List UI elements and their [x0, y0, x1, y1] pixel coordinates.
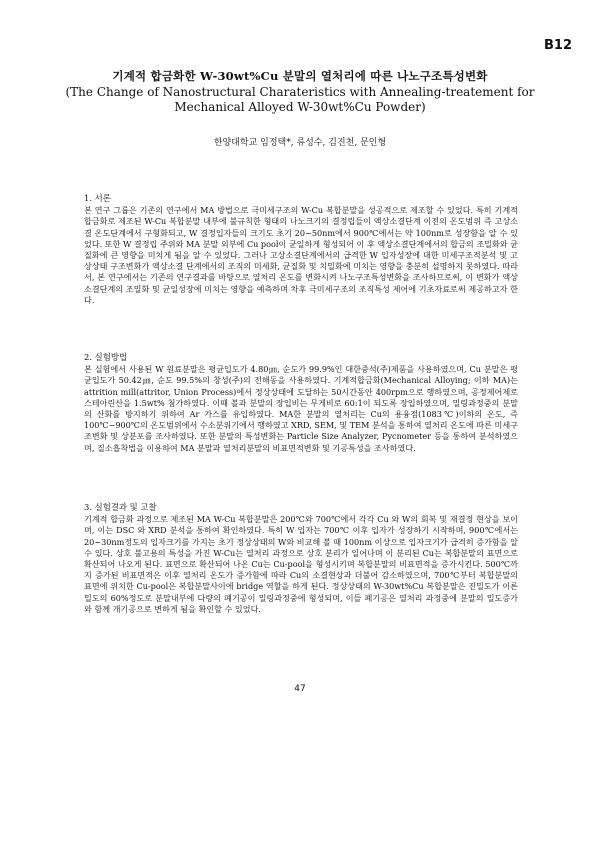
title-english-line-1: (The Change of Nanostructural Charateristics with Annealing-treatement for — [65, 85, 535, 99]
title-korean: 기계적 합금화한 W-30wt%Cu 분말의 열처리에 따른 나노구조특성변화 — [112, 69, 488, 83]
title-english-line-2: Mechanical Alloyed W-30wt%Cu Powder) — [174, 100, 426, 114]
section-heading: 2. 실험방법 — [84, 352, 128, 362]
title-english — [0, 85, 600, 115]
authors: 한양대학교 임정택*, 류성수, 김진천, 문인형 — [213, 138, 387, 148]
section-introduction — [84, 193, 518, 306]
section-results — [84, 502, 518, 615]
section-heading: 1. 서론 — [84, 193, 111, 203]
paper-code: B12 — [544, 38, 572, 53]
section-body: 본 연구 그룹은 기존의 연구에서 MA 방법으로 극미세구조의 W-Cu 복합분말을 성공적으로 제조할 수 있었다. 특히 기계적 합금화로 제조된 W-Cu 복합분말 내부에 불규칙한 형태의 나노크기의 결정립들이 액상소결단계 이전의 온도범위 즉 고상소결 온도단계에서 구형화되고, W 결정입자들의 크기도 초기 20~50nm에서 900℃에서는 약 100nm로 성장함을 알 수 있었다. 또한 W 결정립 주위와 MA 분말 외부에 Cu pool이 균일하게 형성되어 이 후 액상소결단계에서의 합금의 조밀화와 균질화에 큰 영향을 미치게 됨을 알 수 있었다. 그러나 고상소결단계에서의 급격한 W 입자성장에 대한 미세구조적분석 및 고상상태 구조변화가 액상소결 단계에서의 조직의 미세화, 균질화 및 치밀화에 미치는 영향을 충분히 설명하지 못하였다. 따라서, 본 연구에서는 기존의 연구결과를 바탕으로 열처리 온도를 변화시켜 나노구조특성변화을 조사하므로써, 이 변화가 액상소결단계의 조밀화 및 균일성장에 미치는 영향을 예측하며 차후 극미세구조의 조직특성 제어에 기초자료로써 제공하고자 한다. — [84, 205, 518, 305]
section-heading: 3. 실험결과 및 고찰 — [84, 502, 157, 512]
page-number: 47 — [294, 684, 306, 694]
section-methods — [84, 352, 518, 454]
section-body: 기계적 합금화 과정으로 제조된 MA W-Cu 복합분말은 200℃와 700℃에서 각각 Cu 와 W의 회복 및 재결정 현상을 보이며, 이는 DSC 와 XRD 분석을 통하여 확인하였다. 특히 W 입자는 700℃ 이후 입자가 성장하기 시작하며, 900℃에서는 20~30nm정도의 입자크기를 가지는 초기 정상상태의 W와 비교해 볼 때 100nm 이상으로 입자크기가 급격히 증가함을 알 수 있다. 상호 불고용의 특성을 가진 W-Cu는 열처리 과정으로 상호 분리가 일어나며 이 분리된 Cu는 복합분말의 표면으로 확산되어 나오게 된다. 표면으로 확산되어 나온 Cu는 Cu-pool을 형성시키며 복합분말의 비표면적을 증가시킨다. 500℃까지 증가된 비표면적은 이후 열처리 온도가 증가함에 따라 Cu의 소결현상과 더불어 감소하였으며, 700℃부터 복합분말의 표면에 위치한 Cu-pool은 복합분말사이에 bridge 역할을 하게 된다. 정상상태의 W-30wt%Cu 복합분말은 진밀도가 이론밀도의 60%정도로 분말내부에 다량의 폐기공이 밀링과정중에 형성되며, 이들 폐기공은 열처리 과정중에 분말의 밀도증가와 함께 개기공으로 변하게 됨을 확인할 수 있었다. — [84, 514, 518, 614]
section-body: 본 실험에서 사용된 W 원료분말은 평균입도가 4.80㎛, 순도가 99.9%인 대한중석(주)제품을 사용하였으며, Cu 분말은 평균입도가 50.42㎛, 순도 99.5%의 창성(주)의 전해동을 사용하였다. 기계적합금화(Mechanical Alloying; 이하 MA)는 attrition mill(attritor, Union Process)에서 정상상태에 도달하는 50시간동안 400rpm으로 행하였으며, 공정제어제로 스테아린산을 1.5wt% 첨가하였다. 이때 볼과 분말의 장입비는 무게비로 60:1이 되도록 장입하였으며, 밀링과정중의 분말의 산화를 방지하기 위하여 Ar 가스를 유입하였다. MA한 분말의 열처리는 Cu의 용융점(1083℃)이하의 온도, 즉 100℃~900℃의 온도범위에서 수소분위기에서 행하였고 XRD, SEM, 및 TEM 분석을 통하여 열처리 온도에 따른 미세구조변화 및 상분포를 조사하였다. 또한 분말의 특성변화는 Particle Size Analyzer, Pycnometer 등을 통하여 분석하였으며, 질소흡착법을 이용하여 MA 분말과 열처리분말의 비표면적변화 및 기공특성을 조사하였다. — [84, 364, 518, 453]
